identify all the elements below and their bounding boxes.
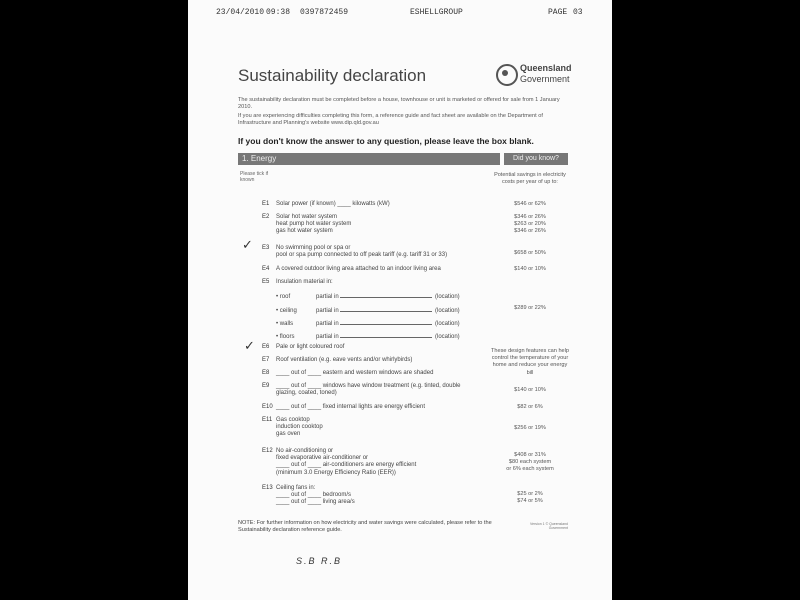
energy-item-e7 xyxy=(262,357,482,364)
logo-line-2: Government xyxy=(520,74,570,84)
item-line: induction cooktop xyxy=(276,424,323,431)
item-line: ____ out of ____ bedroom/s xyxy=(276,492,352,499)
fax-sender: ESHELLGROUP xyxy=(410,8,463,17)
location-field[interactable] xyxy=(340,306,432,312)
tick-mark-e6: ✓ xyxy=(244,338,255,353)
location-field[interactable] xyxy=(340,292,432,298)
savings-line: $546 or 62% xyxy=(514,201,546,207)
savings-e4 xyxy=(490,266,570,273)
savings-line: $80 each system xyxy=(508,459,552,466)
insulation-row xyxy=(276,292,460,300)
item-line: Ceiling fans in: xyxy=(276,485,316,491)
savings-line: $256 or 19% xyxy=(514,425,546,431)
savings-line: $263 or 20% xyxy=(514,221,546,228)
fax-number: 0397872459 xyxy=(300,8,349,17)
item-code: E11 xyxy=(262,417,273,423)
energy-item-e6 xyxy=(262,344,482,351)
fax-page-number: 03 xyxy=(573,8,583,17)
insulation-area: • floors xyxy=(276,334,295,340)
item-line: gas oven xyxy=(276,431,301,438)
savings-e12 xyxy=(490,452,570,474)
item-code: E10 xyxy=(262,404,273,410)
item-line: Roof ventilation (e.g. eave vents and/or whirlybirds) xyxy=(276,357,413,363)
insulation-savings: $289 or 22% xyxy=(514,305,546,311)
page-title: Sustainability declaration xyxy=(238,66,427,85)
savings-e6 xyxy=(490,348,570,377)
item-code: E5 xyxy=(262,279,270,285)
savings-line: $74 or 5% xyxy=(517,498,543,505)
location-label: (location) xyxy=(435,294,460,300)
item-code: E4 xyxy=(262,266,270,272)
energy-item-e13 xyxy=(262,485,482,507)
item-line: Pale or light coloured roof xyxy=(276,344,345,350)
fax-time: 09:38 xyxy=(266,8,291,17)
item-line: Solar hot water system xyxy=(276,214,338,220)
item-code: E2 xyxy=(262,214,270,220)
energy-item-e11 xyxy=(262,417,482,439)
location-label: (location) xyxy=(435,334,460,340)
item-code: E12 xyxy=(262,448,273,454)
item-line: heat pump hot water system xyxy=(276,221,352,228)
savings-line: $658 or 50% xyxy=(514,250,546,256)
did-you-know-header: Did you know? xyxy=(504,153,568,165)
item-code: E7 xyxy=(262,357,270,363)
item-line: ____ out of ____ eastern and western windows are shaded xyxy=(276,370,434,376)
energy-item-e10 xyxy=(262,404,482,411)
savings-line: $408 or 31% xyxy=(514,452,546,458)
item-code: E6 xyxy=(262,344,270,350)
item-line: ____ out of ____ air-conditioners are energy efficient xyxy=(276,462,417,469)
item-code: E13 xyxy=(262,485,273,491)
savings-line: $140 or 10% xyxy=(514,387,546,393)
item-line: (minimum 3.0 Energy Efficiency Ratio (EER)) xyxy=(276,469,396,476)
location-label: (location) xyxy=(435,308,460,314)
energy-item-e8 xyxy=(262,370,482,377)
savings-line: or 6% each system xyxy=(506,466,554,473)
item-line: ____ out of ____ living area/s xyxy=(276,499,355,506)
savings-e1 xyxy=(490,201,570,208)
crest-icon xyxy=(496,64,518,86)
item-line: ____ out of ____ windows have window treatment (e.g. tinted, double xyxy=(276,383,461,389)
savings-line: $346 or 26% xyxy=(514,228,546,235)
energy-item-e5 xyxy=(262,279,482,286)
item-line: ____ out of ____ fixed internal lights are energy efficient xyxy=(276,404,425,410)
savings-e13 xyxy=(490,491,570,505)
intro-paragraph: If you are experiencing difficulties completing this form, a reference guide and fact sheet are available on the Department of Infrastructure and Planning's website www.dip.qld.gov.au xyxy=(238,113,543,126)
savings-line: $346 or 26% xyxy=(514,214,546,220)
savings-column-header: Potential savings in electricity costs per year of up to: xyxy=(494,172,566,185)
savings-e2 xyxy=(490,214,570,236)
item-line: A covered outdoor living area attached to an indoor living area xyxy=(276,266,441,272)
insulation-row xyxy=(276,319,460,327)
item-line: glazing, coated, toned) xyxy=(276,390,337,397)
partial-label: partial in xyxy=(316,334,339,340)
savings-e9 xyxy=(490,387,570,394)
insulation-area: • walls xyxy=(276,321,294,327)
item-line: No air-conditioning or xyxy=(276,448,334,454)
item-code: E8 xyxy=(262,370,270,376)
blank-box-warning: If you don't know the answer to any question, please leave the box blank. xyxy=(238,136,534,146)
handwritten-initials: S.B R.B xyxy=(296,556,343,566)
location-label: (location) xyxy=(435,321,460,327)
energy-item-e9 xyxy=(262,383,482,397)
item-line: fixed evaporative air-conditioner or xyxy=(276,455,369,462)
tick-mark-e3: ✓ xyxy=(242,237,253,252)
insulation-row xyxy=(276,332,460,340)
partial-label: partial in xyxy=(316,321,339,327)
partial-label: partial in xyxy=(316,308,339,314)
section-header-energy: 1. Energy xyxy=(238,153,500,165)
energy-item-e1 xyxy=(262,201,482,208)
item-code: E3 xyxy=(262,245,270,251)
item-code: E1 xyxy=(262,201,270,207)
footer-note: NOTE: For further information on how electricity and water savings were calculated, please refer to the Sustainability declaration reference guide. xyxy=(238,520,492,533)
item-line: Solar power (if known) ____ kilowatts (kW) xyxy=(276,201,390,207)
version-text: Version 1 © Queensland Government xyxy=(530,522,568,530)
declaration-page xyxy=(188,0,612,600)
fax-page-label: PAGE xyxy=(548,8,568,17)
fax-date: 23/04/2010 xyxy=(216,8,265,17)
intro-paragraph: The sustainability declaration must be completed before a house, townhouse or unit is marketed or offered for sale from 1 January 2010. xyxy=(238,97,560,110)
item-line: Gas cooktop xyxy=(276,417,310,423)
partial-label: partial in xyxy=(316,294,339,300)
location-field[interactable] xyxy=(340,332,432,338)
savings-e11 xyxy=(490,425,570,432)
intro-text xyxy=(238,97,574,129)
item-line: Insulation material in: xyxy=(276,279,333,285)
item-line: pool or spa pump connected to off peak tariff (e.g. tariff 31 or 33) xyxy=(276,252,448,259)
insulation-area: • ceiling xyxy=(276,308,297,314)
insulation-area: • roof xyxy=(276,294,291,300)
item-line: No swimming pool or spa or xyxy=(276,245,351,251)
savings-line: These design features can help control the temperature of your home and reduce your energy bill xyxy=(490,348,570,376)
savings-e10 xyxy=(490,404,570,411)
tick-column-header: Please tick if known xyxy=(240,171,269,183)
energy-item-e4 xyxy=(262,266,482,273)
location-field[interactable] xyxy=(340,319,432,325)
energy-item-e12 xyxy=(262,448,482,477)
energy-item-e2 xyxy=(262,214,482,236)
savings-line: $140 or 10% xyxy=(514,266,546,272)
queensland-government-logo xyxy=(496,62,570,88)
insulation-row xyxy=(276,306,460,314)
energy-item-e3 xyxy=(262,245,482,259)
savings-e3 xyxy=(490,250,570,257)
logo-line-1: Queensland xyxy=(520,63,572,73)
savings-line: $82 or 6% xyxy=(517,404,543,410)
item-code: E9 xyxy=(262,383,270,389)
savings-line: $25 or 2% xyxy=(517,491,543,497)
item-line: gas hot water system xyxy=(276,228,333,235)
